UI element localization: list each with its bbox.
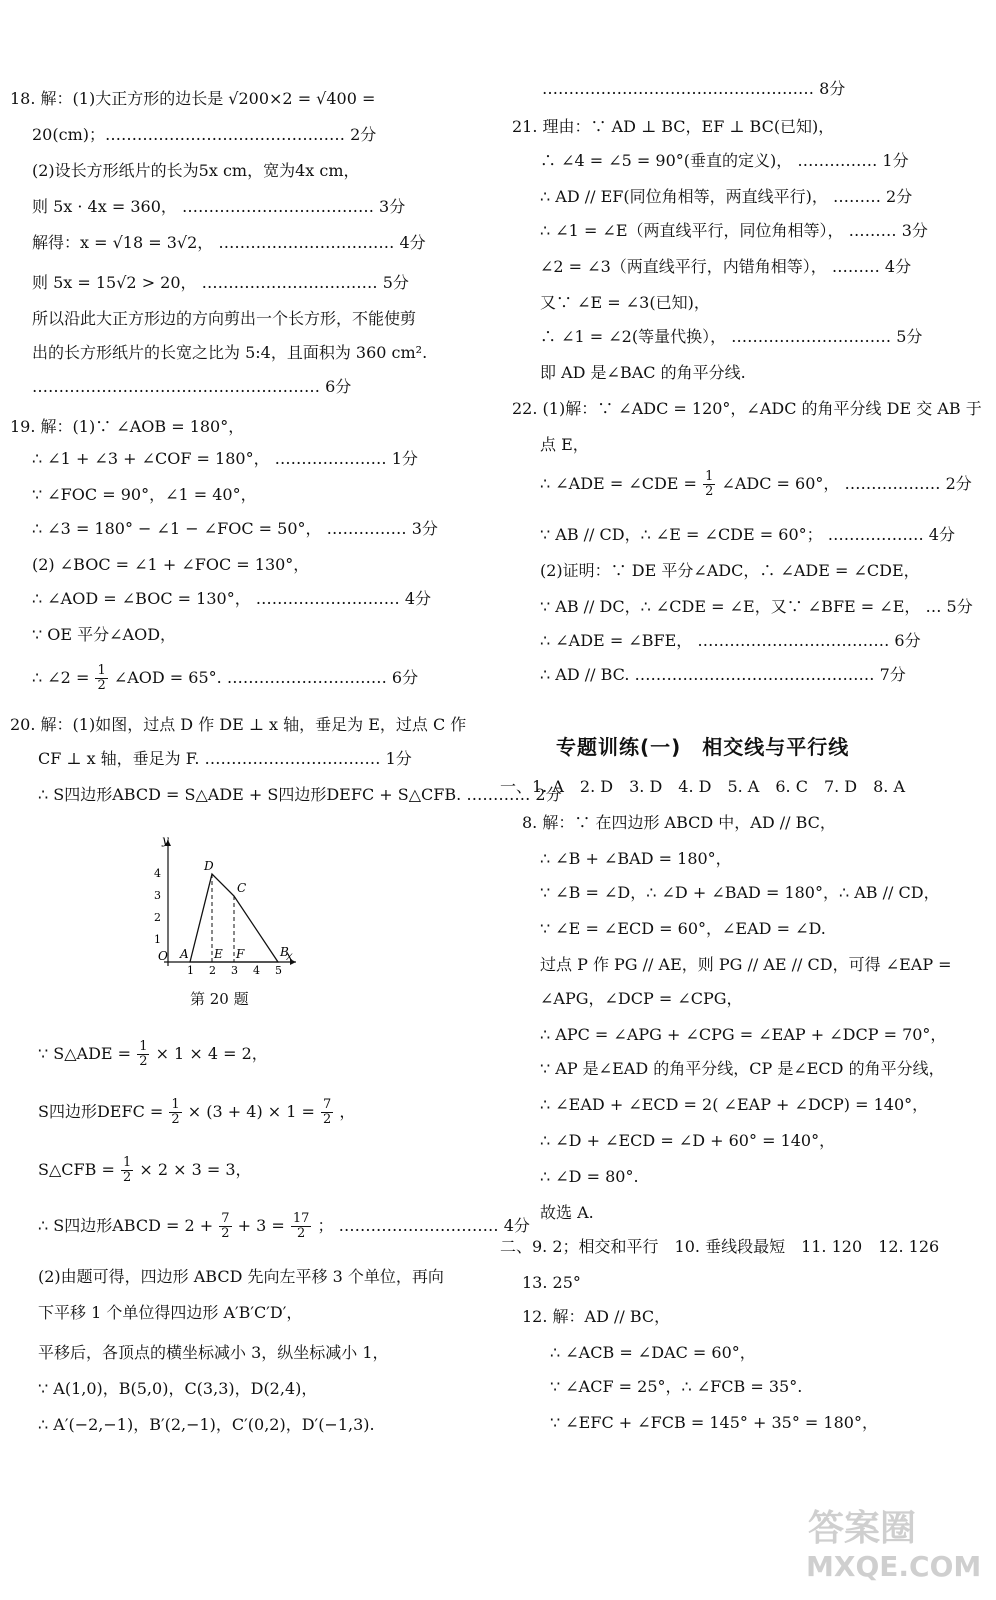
s2-text-b: × (3 + 4) × 1 = bbox=[187, 1102, 315, 1121]
q18-line-2: 20(cm)；……………………………………… 2分 bbox=[32, 125, 377, 144]
y-tick-1: 1 bbox=[154, 933, 161, 946]
q22-line-4: ∵ AB // CD，∴ ∠E = ∠CDE = 60°； ……………… 4分 bbox=[540, 525, 955, 544]
frac-denominator: 2 bbox=[122, 1170, 132, 1185]
frac-denominator: 2 bbox=[97, 678, 106, 693]
q18-line-8: 出的长方形纸片的长宽之比为 5:4，且面积为 360 cm². bbox=[32, 343, 428, 362]
y-tick-4: 4 bbox=[154, 867, 161, 880]
q19-line-4: ∴ ∠3 = 180° − ∠1 − ∠FOC = 50°， …………… 3分 bbox=[32, 519, 438, 538]
q19-fraction bbox=[95, 664, 107, 693]
topic-line-8: ∴ APC = ∠APG + ∠CPG = ∠EAP + ∠DCP = 70°， bbox=[540, 1025, 947, 1044]
topic-line-5: ∵ ∠E = ∠ECD = 60°，∠EAD = ∠D. bbox=[540, 919, 826, 938]
q19-line-8 bbox=[32, 664, 418, 698]
s4-text-b: + 3 = bbox=[237, 1216, 285, 1235]
q20-final-score: …………………………………………… 8分 bbox=[542, 79, 846, 98]
topic-line-4: ∵ ∠B = ∠D，∴ ∠D + ∠BAD = 180°，∴ AB // CD， bbox=[540, 883, 940, 902]
x-tick-1: 1 bbox=[187, 964, 194, 977]
y-tick-2: 2 bbox=[154, 911, 161, 924]
q19-line-2: ∴ ∠1 + ∠3 + ∠COF = 180°， ………………… 1分 bbox=[32, 449, 418, 468]
q20-sum-line-2 bbox=[38, 1098, 355, 1134]
q19-l8-text-a: ∴ ∠2 = bbox=[32, 668, 90, 687]
topic-line-13: 故选 A. bbox=[540, 1203, 594, 1222]
frac-numerator: 1 bbox=[97, 663, 106, 678]
topic-line-12: ∴ ∠D = 80°. bbox=[540, 1167, 639, 1186]
s3-fraction bbox=[121, 1156, 133, 1185]
q22-line-2: 点 E， bbox=[540, 435, 589, 454]
frac-denominator: 2 bbox=[139, 1054, 148, 1069]
q20-part2-line-1: (2)由题可得，四边形 ABCD 先向左平移 3 个单位，再向 bbox=[38, 1267, 444, 1286]
q21-line-7: ∴ ∠1 = ∠2(等量代换）， ………………………… 5分 bbox=[540, 327, 923, 346]
q19-line-5: (2) ∠BOC = ∠1 + ∠FOC = 130°， bbox=[32, 555, 310, 574]
point-c-label: C bbox=[237, 881, 247, 895]
section-title: 专题训练(一) 相交线与平行线 bbox=[556, 735, 850, 759]
topic-line-11: ∴ ∠D + ∠ECD = ∠D + 60° = 140°， bbox=[540, 1131, 836, 1150]
topic-line-9: ∵ AP 是∠EAD 的角平分线，CP 是∠ECD 的角平分线， bbox=[540, 1059, 945, 1078]
watermark-url: MXQE.COM bbox=[806, 1550, 982, 1583]
q21-line-3: ∴ AD // EF(同位角相等，两直线平行)， ……… 2分 bbox=[540, 187, 913, 206]
q20-line-1: 20. 解：(1)如图，过点 D 作 DE ⊥ x 轴，垂足为 E，过点 C 作 bbox=[10, 715, 467, 734]
point-a-label: A bbox=[180, 947, 189, 961]
q18-line-3: (2)设长方形纸片的长为5x cm，宽为4x cm， bbox=[32, 161, 360, 180]
s3-text-a: S△CFB = bbox=[38, 1160, 115, 1179]
q22-line-5: (2)证明：∵ DE 平分∠ADC，∴ ∠ADE = ∠CDE， bbox=[540, 561, 920, 580]
q20-sum-line-1 bbox=[38, 1040, 268, 1076]
s4-text-a: ∴ S四边形ABCD = 2 + bbox=[38, 1216, 214, 1235]
x-tick-3: 3 bbox=[231, 964, 238, 977]
q21-line-8: 即 AD 是∠BAC 的角平分线. bbox=[540, 363, 746, 382]
q20-part2-line-2: 下平移 1 个单位得四边形 A′B′C′D′， bbox=[38, 1303, 303, 1322]
frac-numerator: 7 bbox=[323, 1097, 332, 1112]
frac-numerator: 1 bbox=[705, 469, 714, 484]
q22-line-8: ∴ AD // BC. ……………………………………… 7分 bbox=[540, 665, 906, 684]
topic-line-17: ∴ ∠ACB = ∠DAC = 60°， bbox=[550, 1343, 756, 1362]
q22-fraction bbox=[703, 470, 715, 499]
q21-line-6: 又∵ ∠E = ∠3(已知)， bbox=[540, 293, 710, 312]
s1-fraction bbox=[137, 1040, 149, 1069]
x-tick-2: 2 bbox=[209, 964, 216, 977]
q22-line-6: ∵ AB // DC，∴ ∠CDE = ∠E，又∵ ∠BFE = ∠E， … 5分 bbox=[540, 597, 973, 616]
y-tick-3: 3 bbox=[154, 889, 161, 902]
s1-text-a: ∵ S△ADE = bbox=[38, 1044, 132, 1063]
topic-fill-answers: 二、9. 2；相交和平行 10. 垂线段最短 11. 120 12. 126 bbox=[500, 1237, 940, 1256]
s2-text-a: S四边形DEFC = bbox=[38, 1102, 164, 1121]
s4-text-c: ； ………………………… 4分 bbox=[317, 1216, 530, 1235]
frac-denominator: 2 bbox=[705, 484, 714, 499]
q21-line-4: ∴ ∠1 = ∠E（两直线平行，同位角相等）， ……… 3分 bbox=[540, 221, 928, 240]
q21-line-5: ∠2 = ∠3（两直线平行，内错角相等）， ……… 4分 bbox=[540, 257, 912, 276]
topic-line-18: ∵ ∠ACF = 25°，∴ ∠FCB = 35°. bbox=[550, 1377, 803, 1396]
q19-line-3: ∵ ∠FOC = 90°，∠1 = 40°， bbox=[32, 485, 257, 504]
x-tick-5: 5 bbox=[275, 964, 282, 977]
point-f-label: F bbox=[236, 947, 245, 961]
q20-part2-line-4: ∵ A(1,0)，B(5,0)，C(3,3)，D(2,4)， bbox=[38, 1379, 318, 1398]
topic-line-16: 12. 解：AD // BC， bbox=[522, 1307, 671, 1326]
frac-numerator: 1 bbox=[122, 1155, 132, 1170]
q19-l8-text-b: ∠AOD = 65°. ………………………… 6分 bbox=[113, 668, 419, 687]
frac-denominator: 2 bbox=[323, 1112, 332, 1127]
topic-choice-answers: 一、1. A 2. D 3. D 4. D 5. A 6. C 7. D 8. A bbox=[500, 777, 906, 796]
q20-sum-line-4 bbox=[38, 1212, 530, 1248]
topic-line-19: ∵ ∠EFC + ∠FCB = 145° + 35° = 180°， bbox=[550, 1413, 878, 1432]
s3-text-b: × 2 × 3 = 3， bbox=[139, 1160, 252, 1179]
q20-line-2: CF ⊥ x 轴，垂足为 F. …………………………… 1分 bbox=[38, 749, 412, 768]
frac-denominator: 2 bbox=[221, 1226, 230, 1241]
topic-line-7: ∠APG，∠DCP = ∠CPG， bbox=[540, 989, 743, 1008]
q22-line-3 bbox=[540, 470, 972, 506]
frac-numerator: 1 bbox=[139, 1039, 148, 1054]
topic-line-6: 过点 P 作 PG // AE，则 PG // AE // CD，可得 ∠EAP = bbox=[540, 955, 952, 974]
point-d-label: D bbox=[204, 859, 214, 873]
y-axis-label: y bbox=[162, 833, 169, 847]
q18-line-7: 所以沿此大正方形边的方向剪出一个长方形，不能使剪 bbox=[32, 309, 417, 328]
frac-denominator: 2 bbox=[171, 1112, 180, 1127]
point-e-label: E bbox=[214, 947, 223, 961]
q22-l3-text-a: ∴ ∠ADE = ∠CDE = bbox=[540, 474, 697, 493]
x-axis-label: x bbox=[286, 949, 293, 963]
s1-text-b: × 1 × 4 = 2， bbox=[155, 1044, 268, 1063]
s2-fraction-2 bbox=[321, 1098, 333, 1127]
point-b-label: B bbox=[280, 945, 289, 959]
frac-denominator: 2 bbox=[297, 1226, 306, 1241]
frac-numerator: 1 bbox=[171, 1097, 180, 1112]
topic-line-2: 8. 解：∵ 在四边形 ABCD 中，AD // BC， bbox=[522, 813, 836, 832]
topic-line-15: 13. 25° bbox=[522, 1273, 581, 1292]
x-tick-4: 4 bbox=[253, 964, 260, 977]
q20-sum-line-3 bbox=[38, 1156, 252, 1192]
frac-numerator: 17 bbox=[292, 1211, 310, 1226]
q19-line-7: ∵ OE 平分∠AOD， bbox=[32, 625, 177, 644]
q21-line-2: ∴ ∠4 = ∠5 = 90°(垂直的定义)， …………… 1分 bbox=[540, 151, 909, 170]
figure-caption: 第 20 题 bbox=[190, 990, 249, 1008]
topic-line-3: ∴ ∠B + ∠BAD = 180°， bbox=[540, 849, 732, 868]
q20-part2-line-3: 平移后，各顶点的横坐标减小 3，纵坐标减小 1， bbox=[38, 1343, 389, 1362]
q18-line-1: 18. 解：(1)大正方形的边长是 √200×2 = √400 = bbox=[10, 89, 376, 108]
q20-coordinate-figure bbox=[146, 830, 306, 977]
s4-fraction-2 bbox=[291, 1212, 312, 1241]
q19-line-1: 19. 解：(1)∵ ∠AOB = 180°， bbox=[10, 417, 245, 436]
topic-line-10: ∴ ∠EAD + ∠ECD = 2( ∠EAP + ∠DCP) = 140°， bbox=[540, 1095, 929, 1114]
q18-line-9: ……………………………………………… 6分 bbox=[32, 377, 352, 396]
q20-part2-line-5: ∴ A′(−2,−1)，B′(2,−1)，C′(0,2)，D′(−1,3). bbox=[38, 1415, 375, 1434]
watermark-logo: 答案圈 bbox=[808, 1508, 917, 1549]
frac-numerator: 7 bbox=[221, 1211, 230, 1226]
s4-fraction-1 bbox=[219, 1212, 231, 1241]
q22-line-1: 22. (1)解：∵ ∠ADC = 120°，∠ADC 的角平分线 DE 交 AB 于 bbox=[512, 399, 982, 418]
s2-fraction-1 bbox=[169, 1098, 181, 1127]
q22-l3-text-b: ∠ADC = 60°， ……………… 2分 bbox=[721, 474, 972, 493]
q18-line-5: 解得：x = √18 = 3√2， …………………………… 4分 bbox=[32, 233, 426, 252]
q18-line-6: 则 5x = 15√2 > 20， …………………………… 5分 bbox=[32, 273, 409, 292]
q20-line-3: ∴ S四边形ABCD = S△ADE + S四边形DEFC + S△CFB. ………… 2分 bbox=[38, 785, 562, 804]
q19-line-6: ∴ ∠AOD = ∠BOC = 130°， ……………………… 4分 bbox=[32, 589, 432, 608]
q22-line-7: ∴ ∠ADE = ∠BFE， ……………………………… 6分 bbox=[540, 631, 921, 650]
q18-line-4: 则 5x · 4x = 360， ……………………………… 3分 bbox=[32, 197, 406, 216]
s2-text-c: ， bbox=[339, 1102, 356, 1121]
q21-line-1: 21. 理由：∵ AD ⊥ BC，EF ⊥ BC(已知)， bbox=[512, 117, 835, 136]
origin-label: O bbox=[158, 949, 168, 963]
